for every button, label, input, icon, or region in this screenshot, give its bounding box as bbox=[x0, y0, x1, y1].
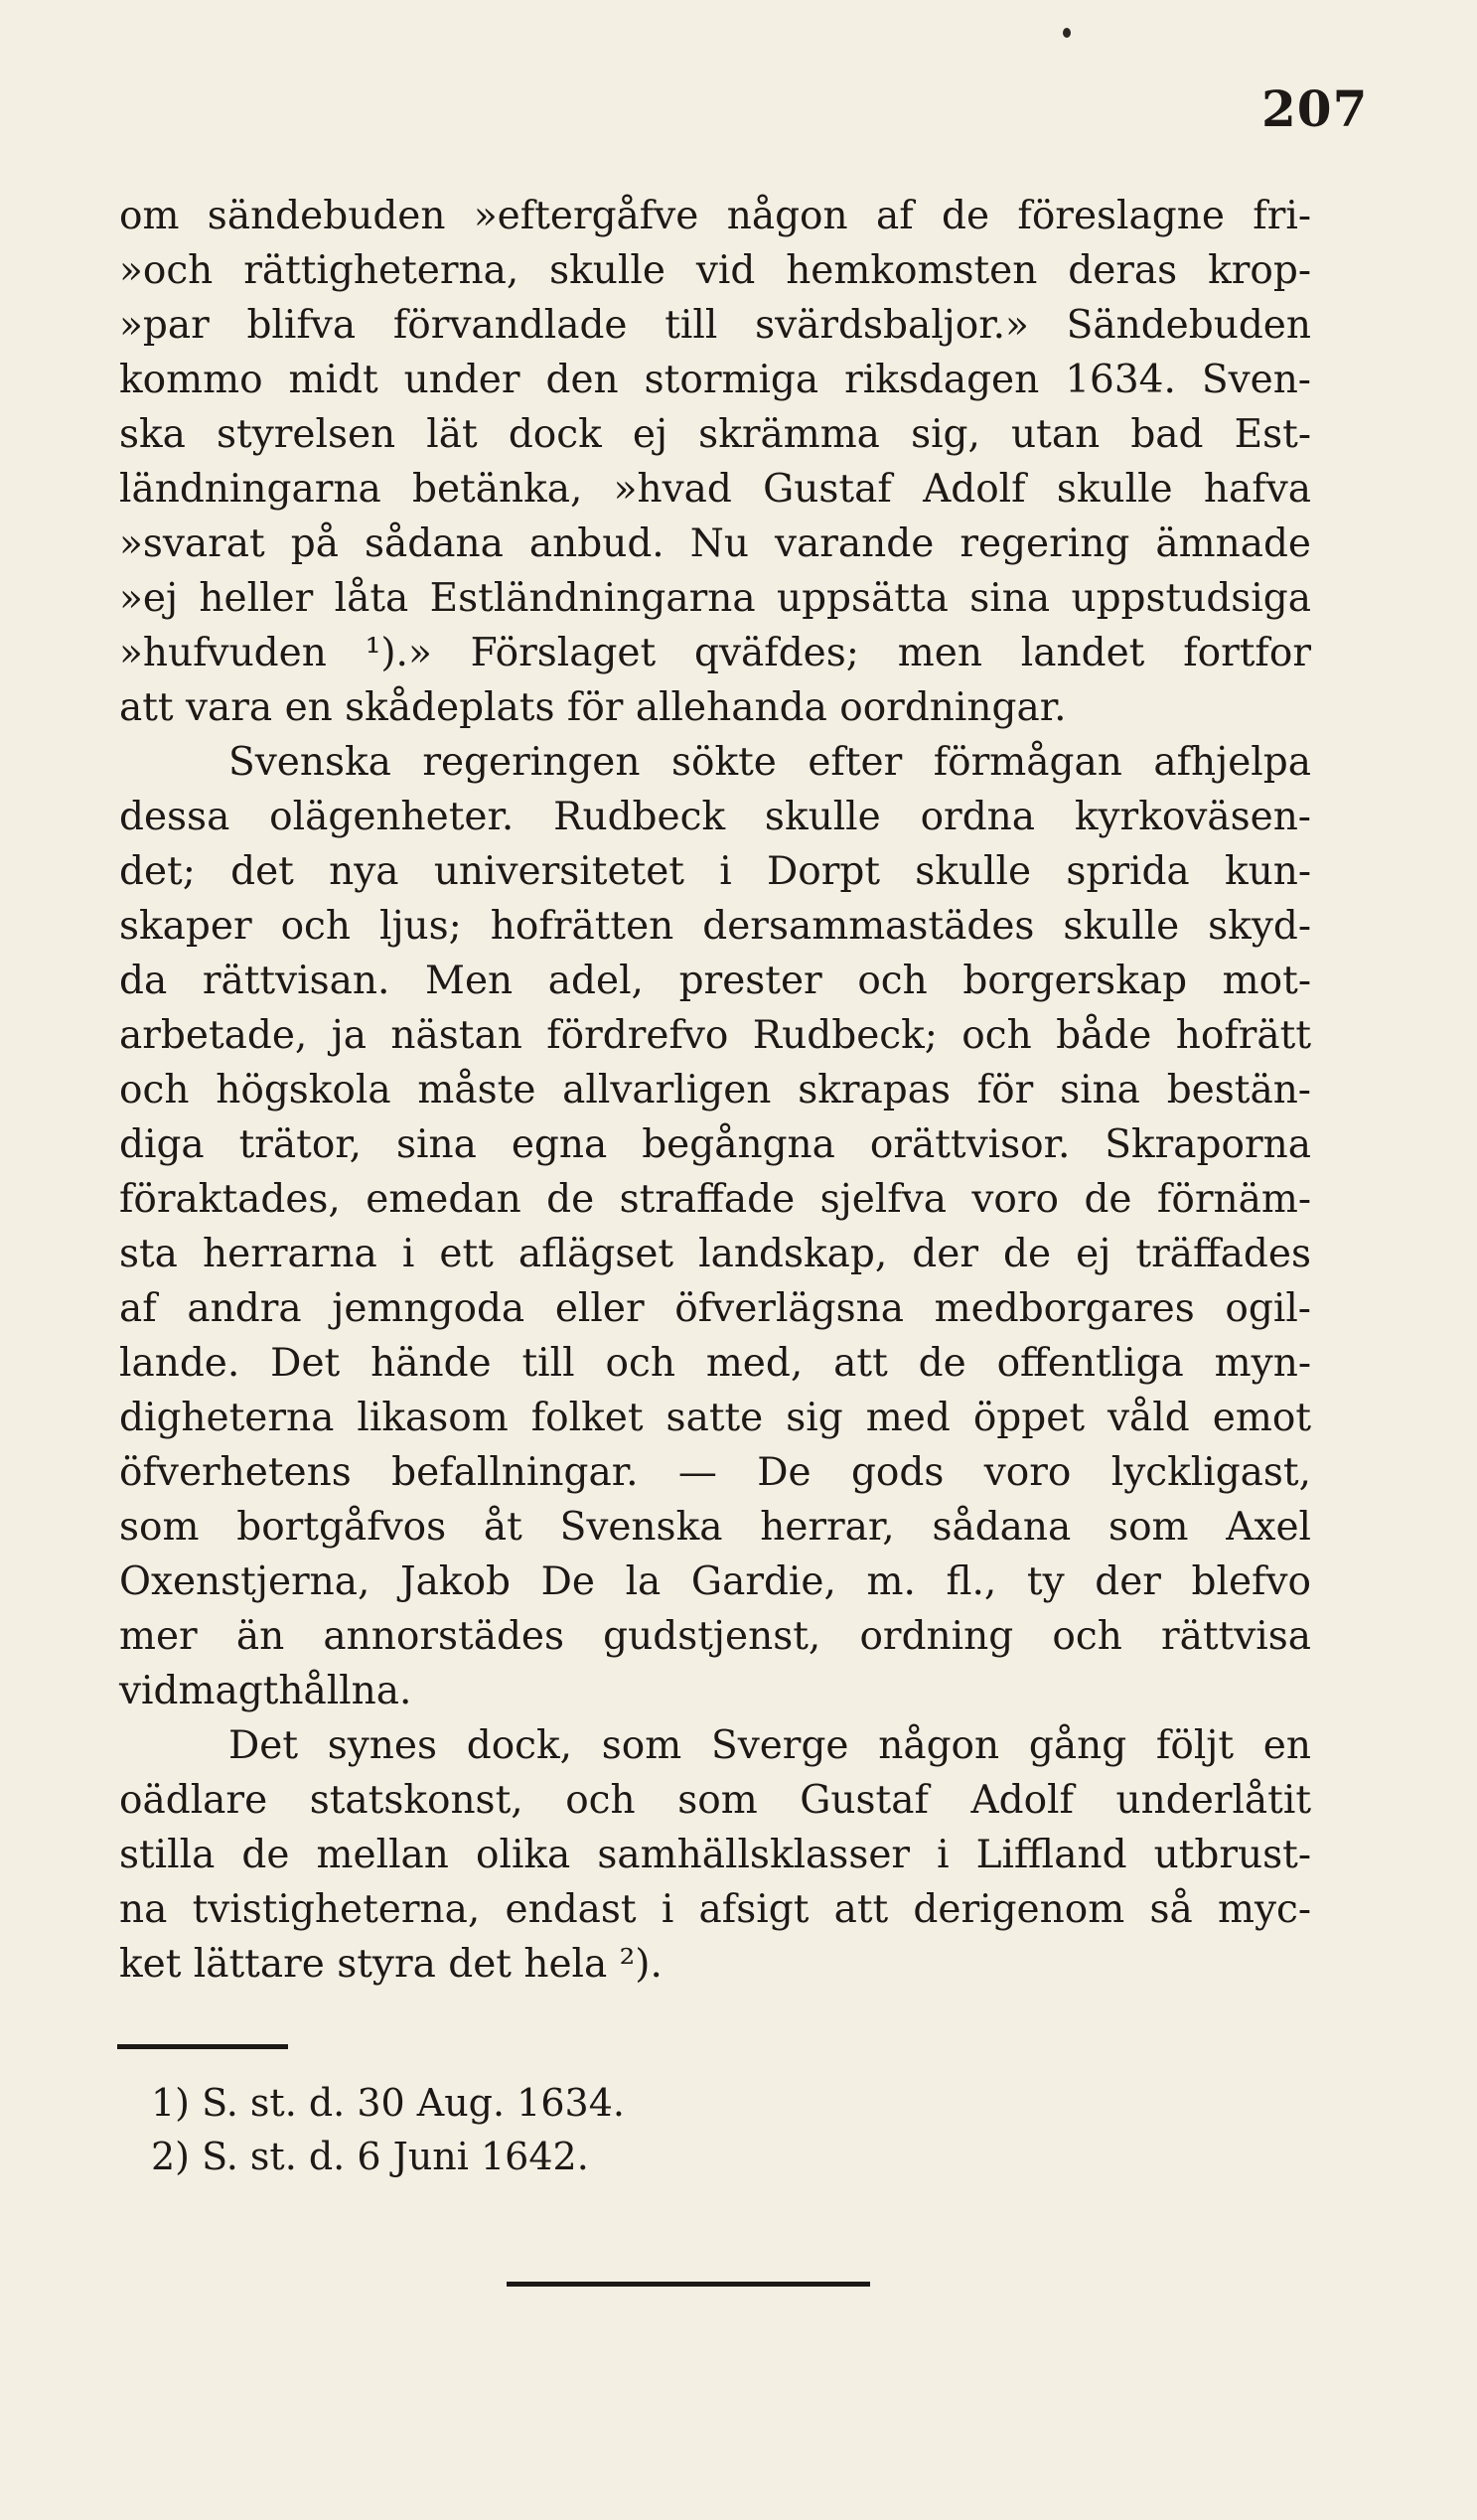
body-text bbox=[119, 189, 1311, 1992]
text-line: Svenska regeringen sökte efter förmågan afhjelpa bbox=[228, 740, 1311, 785]
print-speck bbox=[1063, 28, 1071, 38]
text-line: Oxenstjerna, Jakob De la Gardie, m. fl., ty der blefvo bbox=[119, 1559, 1311, 1604]
text-line: och högskola måste allvarligen skrapas för sina bestän- bbox=[119, 1068, 1311, 1112]
text-line: da rättvisan. Men adel, prester och borgerskap mot- bbox=[119, 959, 1311, 1003]
text-line: Det synes dock, som Sverge någon gång följt en bbox=[228, 1723, 1311, 1768]
text-line: om sändebuden »eftergåfve någon af de föreslagne fri- bbox=[119, 194, 1311, 238]
text-line: »och rättigheterna, skulle vid hemkomsten deras krop- bbox=[119, 248, 1311, 293]
text-line: diga trätor, sina egna begångna orättvisor. Skraporna bbox=[119, 1122, 1311, 1167]
text-line: »svarat på sådana anbud. Nu varande regering ämnade bbox=[119, 521, 1311, 566]
text-line: ska styrelsen lät dock ej skrämma sig, utan bad Est- bbox=[119, 412, 1311, 457]
text-line: arbetade, ja nästan fördrefvo Rudbeck; och både hofrätt bbox=[119, 1013, 1311, 1058]
text-line: »par blifva förvandlade till svärdsbaljor.» Sändebuden bbox=[119, 303, 1311, 348]
text-line: digheterna likasom folket satte sig med öppet våld emot bbox=[119, 1396, 1311, 1440]
footnotes bbox=[151, 2076, 1045, 2183]
text-line: »ej heller låta Estländningarna uppsätta sina uppstudsiga bbox=[119, 576, 1311, 621]
footnote: 1) S. st. d. 30 Aug. 1634. bbox=[151, 2081, 625, 2125]
text-line: na tvistigheterna, endast i afsigt att derigenom så myc- bbox=[119, 1887, 1311, 1932]
bottom-ornament-rule bbox=[507, 2282, 870, 2287]
text-line: ländningarna betänka, »hvad Gustaf Adolf skulle hafva bbox=[119, 467, 1311, 512]
text-line: »hufvuden ¹).» Förslaget qväfdes; men landet fortfor bbox=[119, 631, 1311, 675]
text-line: öfverhetens befallningar. — De gods voro lyckligast, bbox=[119, 1450, 1311, 1495]
text-line: som bortgåfvos åt Svenska herrar, sådana som Axel bbox=[119, 1505, 1311, 1550]
footnote-divider bbox=[117, 2044, 288, 2049]
page-number: 207 bbox=[1261, 79, 1369, 138]
footnote: 2) S. st. d. 6 Juni 1642. bbox=[151, 2135, 589, 2178]
text-line: lande. Det hände till och med, att de offentliga myn- bbox=[119, 1341, 1311, 1386]
text-line: vidmagthållna. bbox=[119, 1669, 412, 1713]
text-line: stilla de mellan olika samhällsklasser i Liffland utbrust- bbox=[119, 1833, 1311, 1877]
text-line: kommo midt under den stormiga riksdagen 1634. Sven- bbox=[119, 358, 1311, 402]
text-line: oädlare statskonst, och som Gustaf Adolf underlåtit bbox=[119, 1778, 1311, 1823]
text-line: skaper och ljus; hofrätten dersammastädes skulle skyd- bbox=[119, 904, 1311, 949]
text-line: det; det nya universitetet i Dorpt skulle sprida kun- bbox=[119, 849, 1311, 894]
text-line: att vara en skådeplats för allehanda oordningar. bbox=[119, 685, 1067, 730]
text-line: af andra jemngoda eller öfverlägsna medborgares ogil- bbox=[119, 1286, 1311, 1331]
text-line: sta herrarna i ett aflägset landskap, der de ej träffades bbox=[119, 1232, 1311, 1276]
text-line: föraktades, emedan de straffade sjelfva voro de förnäm- bbox=[119, 1177, 1311, 1222]
text-line: dessa olägenheter. Rudbeck skulle ordna kyrkoväsen- bbox=[119, 795, 1311, 839]
text-line: ket lättare styra det hela ²). bbox=[119, 1942, 663, 1987]
text-line: mer än annorstädes gudstjenst, ordning och rättvisa bbox=[119, 1614, 1311, 1659]
